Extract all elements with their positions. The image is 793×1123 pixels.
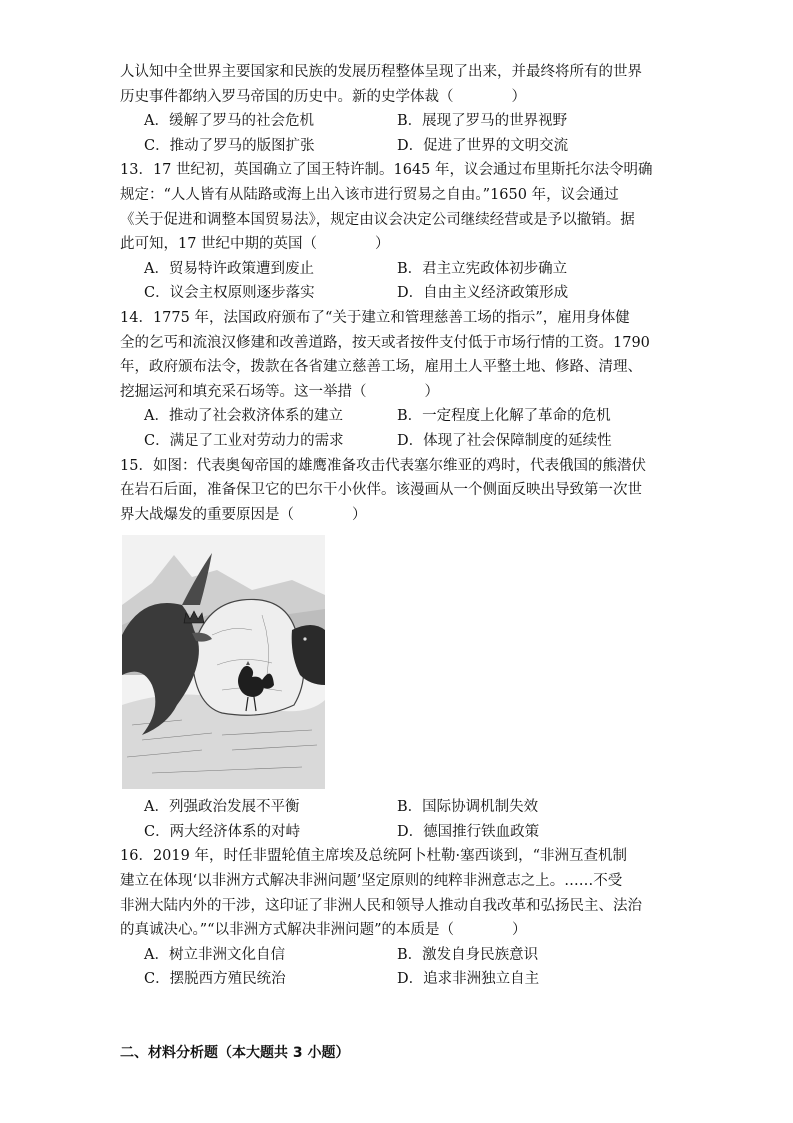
q13-line: 《关于促进和调整本国贸易法》，规定由议会决定公司继续经营或是予以撤销。据 bbox=[120, 211, 635, 228]
q16-option-a[interactable]: A．树立非洲文化自信 bbox=[144, 946, 285, 963]
q15-option-a[interactable]: A．列强政治发展不平衡 bbox=[144, 799, 300, 816]
political-cartoon-image bbox=[122, 535, 325, 789]
q14-options bbox=[120, 404, 680, 453]
q12-line: 历史事件都纳入罗马帝国的历史中。新的史学体裁（ ） bbox=[120, 88, 526, 105]
q16-line: 16．2019 年，时任非盟轮值主席埃及总统阿卜杜勒·塞西谈到，“非洲互查机制 bbox=[120, 848, 627, 865]
question-13 bbox=[120, 158, 680, 306]
q12-option-b[interactable]: B．展现了罗马的世界视野 bbox=[397, 113, 568, 130]
q15-options bbox=[120, 795, 680, 844]
question-12 bbox=[120, 60, 680, 158]
exam-page bbox=[120, 60, 680, 1062]
q15-option-d[interactable]: D．德国推行铁血政策 bbox=[397, 823, 540, 840]
q12-line: 人认知中全世界主要国家和民族的发展历程整体呈现了出来，并最终将所有的世界 bbox=[120, 64, 642, 80]
q14-option-a[interactable]: A．推动了社会救济体系的建立 bbox=[144, 408, 343, 425]
q16-line: 建立在体现‘以非洲方式解决非洲问题’坚定原则的纯粹非洲意志之上。……不受 bbox=[120, 873, 623, 890]
cartoon-drawing bbox=[122, 535, 325, 789]
q16-option-d[interactable]: D．追求非洲独立自主 bbox=[397, 971, 540, 988]
q14-line: 14．1775 年，法国政府颁布了“关于建立和管理慈善工场的指示”，雇用身体健 bbox=[120, 309, 630, 326]
q14-option-b[interactable]: B．一定程度上化解了革命的危机 bbox=[397, 408, 611, 425]
q14-line: 挖掘运河和填充采石场等。这一举措（ ） bbox=[120, 383, 439, 400]
q15-option-c[interactable]: C．两大经济体系的对峙 bbox=[144, 823, 301, 840]
q13-line: 规定：“人人皆有从陆路或海上出入该市进行贸易之自由。”1650 年，议会通过 bbox=[120, 186, 619, 203]
q15-line: 在岩石后面，准备保卫它的巴尔干小伙伴。该漫画从一个侧面反映出导致第一次世 bbox=[120, 482, 642, 499]
q13-options bbox=[120, 257, 680, 306]
q16-line: 非洲大陆内外的干涉，这印证了非洲人民和领导人推动自我改革和弘扬民主、法治 bbox=[120, 897, 642, 914]
section-heading: 二、材料分析题（本大题共 3 小题） bbox=[120, 1045, 350, 1062]
q14-line: 年，政府颁布法令，拨款在各省建立慈善工场，雇用土人平整土地、修路、清理、 bbox=[120, 359, 642, 376]
q12-option-d[interactable]: D．促进了世界的文明交流 bbox=[397, 137, 569, 154]
q13-line: 此可知，17 世纪中期的英国（ ） bbox=[120, 236, 390, 253]
q13-option-a[interactable]: A．贸易特许政策遭到废止 bbox=[144, 260, 314, 277]
q16-options bbox=[120, 943, 680, 992]
question-15 bbox=[120, 454, 680, 845]
q16-option-b[interactable]: B．激发自身民族意识 bbox=[397, 946, 539, 963]
q13-option-c[interactable]: C．议会主权原则逐步落实 bbox=[144, 285, 315, 302]
q15-line: 界大战爆发的重要原因是（ ） bbox=[120, 506, 367, 523]
q12-option-a[interactable]: A．缓解了罗马的社会危机 bbox=[144, 113, 314, 130]
q15-line: 15．如图：代表奥匈帝国的雄鹰准备攻击代表塞尔维亚的鸡时，代表俄国的熊潜伏 bbox=[120, 457, 646, 474]
q13-option-d[interactable]: D．自由主义经济政策形成 bbox=[397, 285, 569, 302]
question-14 bbox=[120, 306, 680, 454]
q14-line: 全的乞丐和流浪汉修建和改善道路，按天或者按件支付低于市场行情的工资。1790 bbox=[120, 334, 650, 351]
q14-option-d[interactable]: D．体现了社会保障制度的延续性 bbox=[397, 432, 612, 449]
q15-option-b[interactable]: B．国际协调机制失效 bbox=[397, 799, 539, 816]
q13-option-b[interactable]: B．君主立宪政体初步确立 bbox=[397, 260, 568, 277]
q16-option-c[interactable]: C．摆脱西方殖民统治 bbox=[144, 971, 286, 988]
q12-options bbox=[120, 109, 680, 158]
q13-line: 13．17 世纪初，英国确立了国王特许制。1645 年，议会通过布里斯托尔法令明确 bbox=[120, 162, 653, 179]
q14-option-c[interactable]: C．满足了工业对劳动力的需求 bbox=[144, 432, 344, 449]
question-16 bbox=[120, 844, 680, 992]
q12-option-c[interactable]: C．推动了罗马的版图扩张 bbox=[144, 137, 315, 154]
q16-line: 的真诚决心。”“以非洲方式解决非洲问题”的本质是（ ） bbox=[120, 922, 527, 939]
